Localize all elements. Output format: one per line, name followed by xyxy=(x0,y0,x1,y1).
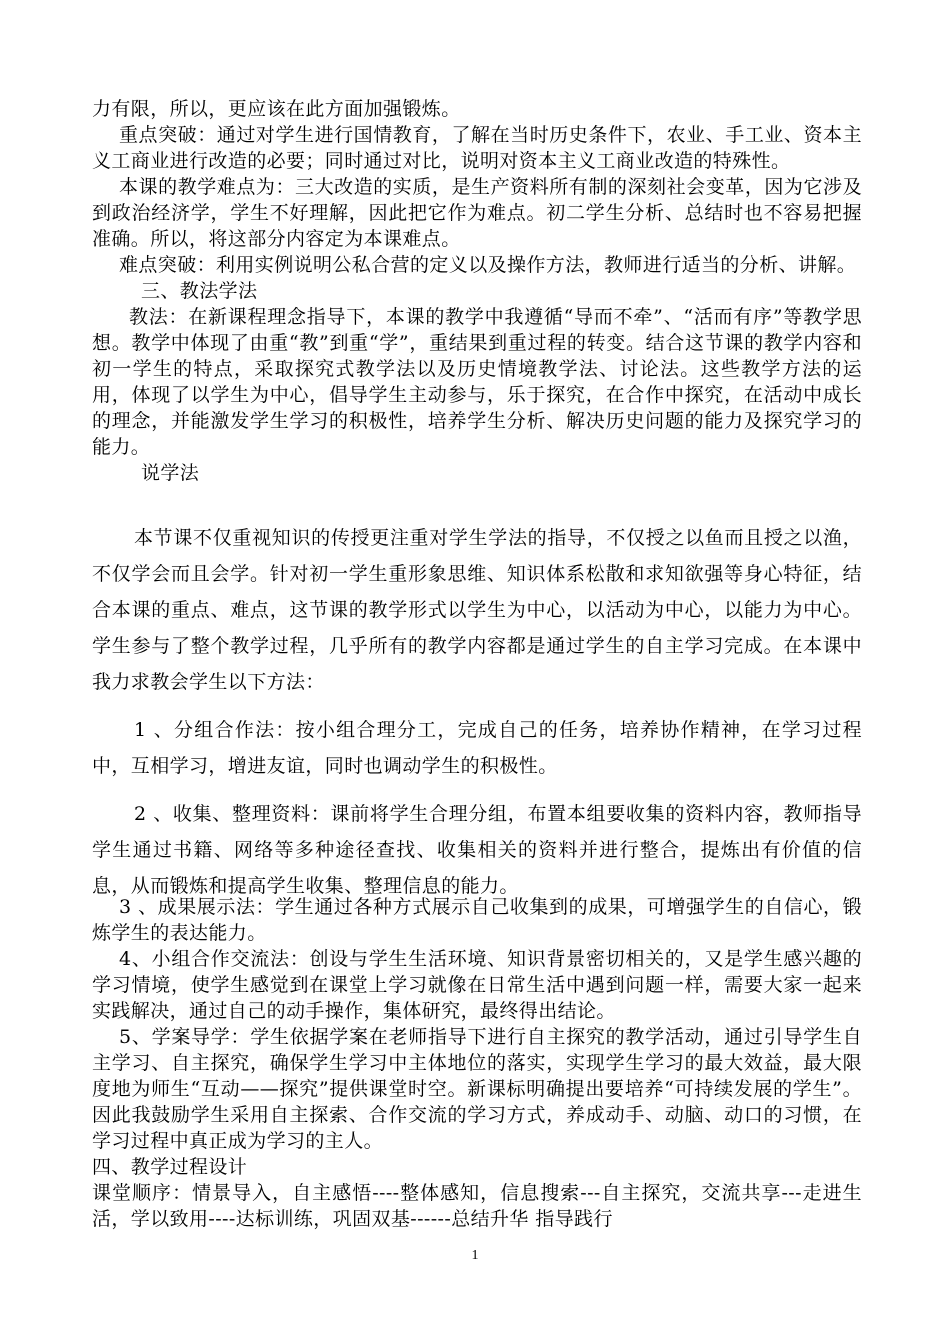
list-item-guided-learning: 5、学案导学：学生依据学案在老师指导下进行自主探究的教学活动，通过引导学生自主学习、自主探究，确保学生学习中主体地位的落实，实现学生学习的最大效益，最大限度地为师生“互动——探究”提供课堂时空。新课标明确提出要培养“可持续发展的学生”。因此我鼓励学生采用自主探索、合作交流的学习方式，养成动手、动脑、动口的习惯，在学习过程中真正成为学习的主人。 xyxy=(92,1026,862,1152)
paragraph-learning-intro: 本节课不仅重视知识的传授更注重对学生学法的指导，不仅授之以鱼而且授之以渔，不仅学会而且会学。针对初一学生重形象思维、知识体系松散和求知欲强等身心特征，结合本课的重点、难点，这节课的教学形式以学生为中心，以活动为中心，以能力为中心。学生参与了整个教学过程，几乎所有的教学内容都是通过学生的自主学习完成。在本课中我力求教会学生以下方法： xyxy=(92,527,862,693)
section-heading-methods: 三、教法学法 xyxy=(141,280,258,302)
subheading-learning-methods: 说学法 xyxy=(141,462,200,484)
list-item-results-display: 3 、成果展示法：学生通过各种方式展示自己收集到的成果，可增强学生的自信心，锻炼学生的表达能力。 xyxy=(92,896,862,944)
list-item-group-cooperation: 1 、分组合作法：按小组合理分工，完成自己的任务，培养协作精神，在学习过程中，互相学习，增进友谊，同时也调动学生的积极性。 xyxy=(92,719,862,777)
text-block-middle xyxy=(92,520,862,904)
text-block-lower xyxy=(92,894,862,1232)
page-number: 1 xyxy=(471,1248,479,1263)
paragraph-difficulty: 本课的教学难点为：三大改造的实质，是生产资料所有制的深刻社会变革，因为它涉及到政治经济学，学生不好理解，因此把它作为难点。初二学生分析、总结时也不容易把握准确。所以，将这部分内容定为本课难点。 xyxy=(92,176,862,250)
paragraph-key-point-breakthrough: 重点突破：通过对学生进行国情教育，了解在当时历史条件下，农业、手工业、资本主义工商业进行改造的必要；同时通过对比，说明对资本主义工商业改造的特殊性。 xyxy=(92,124,862,172)
text-block-upper xyxy=(92,96,862,486)
list-item-collect-materials: 2 、收集、整理资料：课前将学生合理分组，布置本组要收集的资料内容，教师指导学生通过书籍、网络等多种途径查找、收集相关的资料并进行整合，提炼出有价值的信息，从而锻炼和提高学生收集、整理信息的能力。 xyxy=(92,803,862,897)
paragraph-teaching-methods: 教法：在新课程理念指导下，本课的教学中我遵循“导而不牵”、“活而有序”等教学思想。教学中体现了由重“教”到重“学”，重结果到重过程的转变。结合这节课的教学内容和初一学生的特点，采取探究式教学法以及历史情境教学法、讨论法。这些教学方法的运用，体现了以学生为中心，倡导学生主动参与，乐于探究，在合作中探究，在活动中成长的理念，并能激发学生学习的积极性，培养学生分析、解决历史问题的能力及探究学习的能力。 xyxy=(92,306,862,458)
section-heading-process: 四、教学过程设计 xyxy=(92,1156,248,1178)
list-item-group-exchange: 4、小组合作交流法：创设与学生生活环境、知识背景密切相关的，又是学生感兴趣的学习情境，使学生感觉到在课堂上学习就像在日常生活中遇到问题一样，需要大家一起来实践解决，通过自己的动手操作，集体研究，最终得出结论。 xyxy=(92,948,862,1022)
paragraph-difficulty-breakthrough: 难点突破：利用实例说明公私合营的定义以及操作方法，教师进行适当的分析、讲解。 xyxy=(119,254,857,276)
paragraph-class-sequence: 课堂顺序：情景导入，自主感悟----整体感知，信息搜索---自主探究，交流共享---走进生活，学以致用----达标训练，巩固双基------总结升华 指导践行 xyxy=(92,1182,862,1230)
paragraph: 力有限，所以，更应该在此方面加强锻炼。 xyxy=(92,98,461,120)
